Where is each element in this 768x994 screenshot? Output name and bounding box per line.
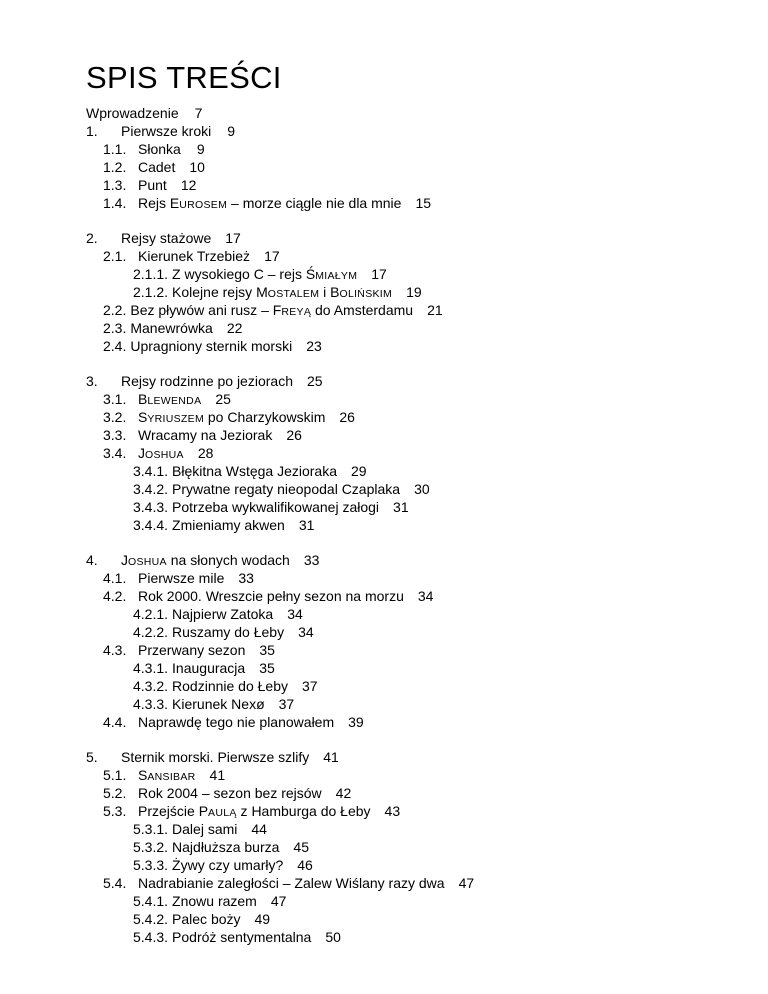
toc-entry-page: 41 (209, 767, 226, 783)
toc-entry-page: 33 (303, 552, 320, 568)
toc-entry-title (138, 141, 181, 157)
title-segment: do Amsterdamu (311, 302, 414, 318)
toc-entry-number: 5.3.1. (133, 821, 169, 837)
toc-entry-title (172, 839, 279, 855)
toc-entry[interactable] (86, 820, 746, 838)
toc-entry-number: 5.3.3. (133, 857, 169, 873)
title-segment: M (256, 284, 268, 300)
toc-entry-page: 50 (325, 929, 341, 945)
toc-entry[interactable] (86, 372, 746, 390)
toc-entry-number: 5.2. (103, 785, 127, 801)
section-spacer (86, 212, 746, 229)
toc-entry[interactable] (86, 838, 746, 856)
title-segment: B (138, 391, 148, 407)
title-segment: Najdłuższa burza (172, 839, 280, 855)
toc-entry-page: 26 (339, 409, 355, 425)
toc-entry-title (172, 266, 357, 282)
toc-entry-number: 1.3. (103, 177, 127, 193)
toc-entry-title (138, 588, 404, 604)
toc-entry[interactable] (86, 176, 746, 194)
title-segment: po Charzykowskim (204, 409, 326, 425)
toc-entry-title (172, 284, 392, 300)
title-segment: Błękitna Wstęga Jezioraka (172, 463, 337, 479)
toc-entry-title (121, 123, 211, 139)
toc-entry-page: 34 (417, 588, 434, 604)
toc-entry-title (138, 803, 371, 819)
title-segment: Przejście (138, 803, 199, 819)
title-segment: Inauguracja (172, 660, 246, 676)
toc-entry-page: 10 (189, 159, 205, 175)
toc-entry-number: 3.4.2. (133, 481, 169, 497)
toc-entry-number: 1.1. (103, 141, 127, 157)
toc-entry-number: 5.3.2. (133, 839, 169, 855)
toc-entry-page: 23 (306, 338, 322, 354)
title-segment: Cadet (138, 159, 176, 175)
toc-entry-title (138, 445, 184, 461)
toc-entry-title (172, 857, 283, 873)
toc-entry[interactable] (86, 444, 746, 462)
title-segment: J (121, 552, 128, 568)
page-title: SPIS TREŚCI (86, 60, 282, 95)
section-spacer (86, 355, 746, 372)
toc-entry[interactable] (86, 659, 746, 677)
toc-entry-number: 3.2. (103, 409, 127, 425)
toc-entry-page: 39 (348, 714, 364, 730)
toc-entry[interactable] (86, 713, 746, 731)
toc-entry[interactable] (86, 766, 746, 784)
toc-entry-title (172, 821, 237, 837)
toc-entry-number: 5. (86, 749, 98, 765)
toc-entry-page: 34 (287, 606, 303, 622)
toc-entry-page: 15 (415, 195, 432, 211)
toc-entry-page: 49 (254, 911, 271, 927)
toc-entry-number: 3.3. (103, 427, 127, 443)
toc-entry-title (138, 248, 250, 264)
toc-entry-title (172, 463, 337, 479)
toc-entry-title (138, 767, 196, 783)
toc-entry[interactable] (86, 784, 746, 802)
toc-entry-title (138, 391, 201, 407)
toc-entry-title (130, 302, 413, 318)
title-segment: AULĄ (208, 807, 237, 819)
toc-entry-number: 5.4.1. (133, 893, 169, 909)
toc-entry-number: 2.1. (103, 248, 127, 264)
title-segment: Zmieniamy akwen (172, 517, 285, 533)
title-segment: Żywy czy umarły? (172, 857, 284, 873)
toc-entry-page: 21 (427, 302, 443, 318)
toc-entry-page: 43 (384, 803, 401, 819)
toc-entry-number: 4.1. (103, 570, 127, 586)
title-segment: J (138, 445, 145, 461)
toc-entry-title (172, 893, 257, 909)
title-segment: Najpierw Zatoka (172, 606, 274, 622)
toc-entry-page: 33 (238, 570, 254, 586)
toc-entry[interactable] (86, 265, 746, 283)
toc-entry-title (130, 320, 212, 336)
toc-entry-title (138, 875, 445, 891)
toc-entry-number: 4.3.2. (133, 678, 169, 694)
toc-entry[interactable] (86, 516, 746, 534)
toc-entry-page: 25 (215, 391, 231, 407)
title-segment: Pierwsze kroki (121, 123, 212, 139)
toc-entry-number: 3.4. (103, 445, 127, 461)
toc-entry[interactable] (86, 426, 746, 444)
toc-entry-number: 3.4.1. (133, 463, 169, 479)
toc-entry[interactable] (86, 569, 746, 587)
toc-entry-number: 5.4.3. (133, 929, 169, 945)
title-segment: UROSEM (179, 199, 228, 211)
title-segment: LEWENDA (147, 395, 202, 407)
toc-entry[interactable] (86, 802, 746, 820)
toc-entry-page: 7 (194, 105, 203, 121)
title-segment: ANSIBAR (147, 771, 196, 783)
toc-entry-number: 4.2. (103, 588, 127, 604)
toc-entry[interactable] (86, 301, 746, 319)
toc-entry-title (172, 606, 273, 622)
title-segment: MIAŁYM (315, 270, 358, 282)
toc-entry[interactable] (86, 158, 746, 176)
toc-entry-title (172, 660, 245, 676)
title-segment: Upragniony sternik morski (130, 338, 293, 354)
title-segment: Dalej sami (172, 821, 238, 837)
toc-entry-number: 4.2.1. (133, 606, 169, 622)
title-segment: P (198, 803, 209, 819)
toc-entry[interactable] (86, 856, 746, 874)
toc-entry-title (172, 481, 400, 497)
title-segment: Kierunek Nexø (172, 696, 265, 712)
toc-entry-number: 1.4. (103, 195, 127, 211)
title-segment: OSHUA (145, 449, 184, 461)
title-segment: z Hamburga do Łeby (236, 803, 371, 819)
toc-entry[interactable] (86, 229, 746, 247)
toc-entry-page: 42 (335, 785, 352, 801)
toc-entry-page: 17 (371, 266, 387, 282)
title-segment: Podróż sentymentalna (172, 929, 312, 945)
toc-entry-page: 41 (323, 749, 339, 765)
toc-entry[interactable] (86, 140, 746, 158)
toc-entry[interactable] (86, 587, 746, 605)
toc-entry[interactable] (86, 551, 746, 569)
toc-entry-number: 4.3.3. (133, 696, 169, 712)
toc-entry-number: 5.4.2. (133, 911, 169, 927)
title-segment: Naprawdę tego nie planowałem (138, 714, 335, 730)
title-segment: – morze ciągle nie dla mnie (227, 195, 402, 211)
toc-entry-page: 46 (297, 857, 313, 873)
toc-entry-number: 5.3. (103, 803, 127, 819)
toc-entry-page: 12 (180, 177, 197, 193)
toc-entry[interactable] (86, 892, 746, 910)
toc-entry-title (138, 570, 224, 586)
title-segment: Rejsy stażowe (121, 230, 212, 246)
title-segment: E (169, 195, 180, 211)
toc-entry-title (172, 517, 285, 533)
toc-entry-page: 26 (286, 427, 302, 443)
title-segment: na słonych wodach (166, 552, 290, 568)
toc-entry[interactable] (86, 462, 746, 480)
title-segment: Słonka (138, 141, 181, 157)
toc-entry-title (138, 427, 272, 443)
toc-entry[interactable] (86, 390, 746, 408)
toc-entry-number: 2.3. (103, 320, 127, 336)
toc-entry-number: 4.3. (103, 642, 127, 658)
toc-entry-page: 47 (458, 875, 475, 891)
toc-entry-title (130, 338, 292, 354)
toc-entry-page: 9 (227, 123, 236, 139)
title-segment: Rok 2004 – sezon bez rejsów (138, 785, 322, 801)
toc-entry[interactable] (86, 498, 746, 516)
toc-entry-number: 3.4.3. (133, 499, 169, 515)
toc-entry-title (121, 230, 211, 246)
title-segment: Bez pływów ani rusz – (130, 302, 273, 318)
toc-entry-page: 30 (414, 481, 430, 497)
title-segment: Ś (305, 266, 316, 282)
toc-entry-page: 9 (196, 141, 205, 157)
toc-entry[interactable] (86, 748, 746, 766)
toc-entry-page: 31 (298, 517, 315, 533)
toc-entry[interactable] (86, 874, 746, 892)
title-segment: OSHUA (128, 556, 167, 568)
toc-entry-page: 34 (298, 624, 314, 640)
toc-entry-page: 29 (351, 463, 367, 479)
toc-entry-number: 3.1. (103, 391, 127, 407)
toc-entry[interactable] (86, 194, 746, 212)
toc-entry-page: 17 (225, 230, 241, 246)
title-segment: Ruszamy do Łeby (172, 624, 285, 640)
title-segment: Rodzinnie do Łeby (172, 678, 289, 694)
toc-entry-number: 3. (86, 373, 98, 389)
toc-entry[interactable] (86, 605, 746, 623)
title-segment: S (138, 409, 148, 425)
toc-entry-title (172, 678, 288, 694)
toc-entry-title (172, 929, 311, 945)
title-segment: Przerwany sezon (138, 642, 246, 658)
toc-entry-number: 5.1. (103, 767, 127, 783)
toc-entry[interactable] (86, 319, 746, 337)
toc-entry[interactable] (86, 408, 746, 426)
title-segment: i (319, 284, 331, 300)
toc-entry-number: 2.1.1. (133, 266, 169, 282)
toc-entry-number: 4.4. (103, 714, 127, 730)
toc-entry[interactable] (86, 337, 746, 355)
toc-entry-number: 2.1.2. (133, 284, 169, 300)
toc-entry-number: 2.2. (103, 302, 127, 318)
toc-entry-title (121, 552, 290, 568)
toc-entry-number: 2.4. (103, 338, 127, 354)
toc-entry-title (172, 499, 379, 515)
toc-entry-number: 4. (86, 552, 98, 568)
toc-entry[interactable] (86, 122, 746, 140)
toc-entry-title (138, 177, 167, 193)
toc-entry-page: 47 (270, 893, 287, 909)
toc-entry-number: 1.2. (103, 159, 127, 175)
title-segment: YRIUSZEM (147, 413, 204, 425)
title-segment: OLIŃSKIM (339, 288, 393, 300)
toc-entry-title (121, 749, 309, 765)
title-segment: Rejs (138, 195, 170, 211)
title-segment: B (330, 284, 340, 300)
toc-entry[interactable] (86, 283, 746, 301)
toc-entry-page: 28 (197, 445, 214, 461)
toc-entry-number: 4.2.2. (133, 624, 169, 640)
toc-entry-page: 44 (251, 821, 267, 837)
toc-entry[interactable] (86, 928, 746, 946)
title-segment: Kolejne rejsy (172, 284, 257, 300)
toc-entry-number: 1. (86, 123, 98, 139)
toc-entry-title (172, 696, 265, 712)
toc-entry[interactable] (86, 104, 746, 122)
toc-entry-number: 2. (86, 230, 98, 246)
toc-entry[interactable] (86, 480, 746, 498)
title-segment: Z wysokiego C – rejs (172, 266, 306, 282)
toc-entry-page: 37 (278, 696, 295, 712)
toc-entry-number: 5.4. (103, 875, 127, 891)
toc-entry-page: 45 (293, 839, 309, 855)
title-segment: Potrzeba wykwalifikowanej załogi (172, 499, 380, 515)
title-segment: Kierunek Trzebież (138, 248, 251, 264)
toc-entry-page: 22 (226, 320, 243, 336)
toc-entry[interactable] (86, 677, 746, 695)
toc-entry-title (138, 409, 325, 425)
table-of-contents (86, 104, 746, 946)
title-segment: Sternik morski. Pierwsze szlify (121, 749, 310, 765)
toc-entry[interactable] (86, 641, 746, 659)
toc-entry[interactable] (86, 695, 746, 713)
title-segment: Wracamy na Jeziorak (138, 427, 273, 443)
title-segment: OSTALEM (267, 288, 320, 300)
title-segment: Manewrówka (130, 320, 213, 336)
toc-entry-title (172, 911, 240, 927)
title-segment: Palec boży (172, 911, 241, 927)
toc-entry-title (172, 624, 284, 640)
toc-entry-title (138, 195, 401, 211)
toc-entry-number: 3.4.4. (133, 517, 169, 533)
toc-entry-title (86, 105, 179, 121)
toc-entry-title (121, 373, 293, 389)
toc-entry-page: 37 (302, 678, 318, 694)
toc-entry-title (138, 642, 245, 658)
title-segment: S (138, 767, 148, 783)
title-segment: Wprowadzenie (86, 105, 179, 121)
toc-entry-number: 4.3.1. (133, 660, 169, 676)
title-segment: Pierwsze mile (138, 570, 225, 586)
title-segment: F (272, 302, 282, 318)
toc-entry[interactable] (86, 247, 746, 265)
toc-entry-page: 31 (393, 499, 409, 515)
toc-entry-title (138, 714, 334, 730)
title-segment: REYĄ (281, 306, 312, 318)
section-spacer (86, 731, 746, 748)
toc-entry-title (138, 785, 322, 801)
toc-entry[interactable] (86, 910, 746, 928)
toc-entry[interactable] (86, 623, 746, 641)
title-segment: Punt (138, 177, 167, 193)
title-segment: Nadrabianie zaległości – Zalew Wiślany razy dwa (138, 875, 445, 891)
title-segment: Rejsy rodzinne po jeziorach (121, 373, 293, 389)
title-segment: Prywatne regaty nieopodal Czaplaka (172, 481, 401, 497)
toc-entry-page: 35 (259, 642, 275, 658)
toc-entry-page: 25 (306, 373, 323, 389)
toc-entry-page: 35 (259, 660, 275, 676)
section-spacer (86, 534, 746, 551)
toc-entry-title (138, 159, 175, 175)
toc-entry-page: 17 (264, 248, 280, 264)
title-segment: Rok 2000. Wreszcie pełny sezon na morzu (138, 588, 404, 604)
title-segment: Znowu razem (172, 893, 257, 909)
toc-entry-page: 19 (406, 284, 422, 300)
